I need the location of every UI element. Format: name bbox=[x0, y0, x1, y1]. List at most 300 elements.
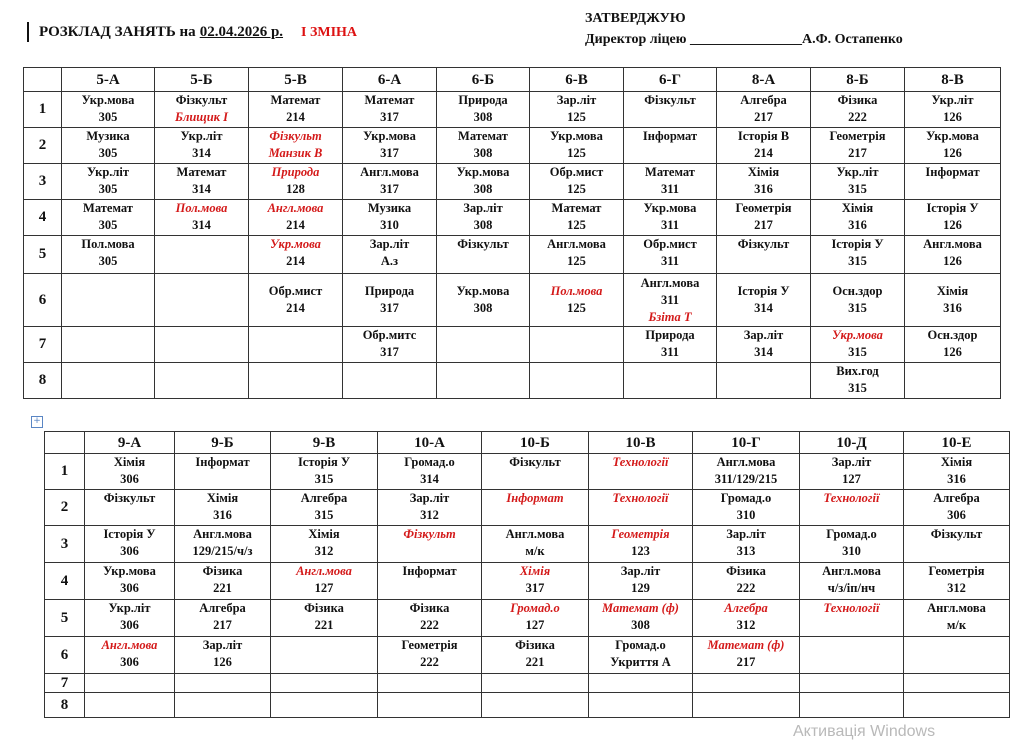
room-text: 310 bbox=[842, 544, 861, 558]
lesson-number: 4 bbox=[45, 563, 85, 600]
lesson-cell bbox=[85, 693, 175, 718]
class-header: 8-Б bbox=[811, 68, 905, 92]
subject-text: Обр.мист bbox=[549, 165, 604, 179]
subject-text: Зар.літ bbox=[409, 491, 450, 505]
lesson-row bbox=[45, 526, 1010, 563]
class-header: 6-Г bbox=[624, 68, 717, 92]
lesson-cell bbox=[693, 674, 800, 693]
subject-text: Хімія bbox=[308, 527, 340, 541]
subject-text: Природа bbox=[364, 284, 415, 298]
subject-text: Громад.о bbox=[510, 601, 560, 615]
subject-text: Хімія bbox=[747, 165, 780, 179]
room-text: 315 bbox=[314, 472, 334, 486]
lesson-cell bbox=[800, 693, 904, 718]
lesson-cell bbox=[811, 128, 905, 164]
lesson-cell bbox=[589, 454, 693, 490]
lesson-cell bbox=[717, 327, 811, 363]
lesson-cell bbox=[378, 637, 482, 674]
subject-text: Укр.літ bbox=[180, 129, 223, 143]
room-text: 314 bbox=[192, 218, 211, 232]
lesson-cell bbox=[800, 526, 904, 563]
lesson-number: 7 bbox=[45, 674, 85, 693]
room-text: 127 bbox=[314, 581, 334, 595]
lesson-cell bbox=[811, 200, 905, 236]
subject-text: Фізкульт bbox=[269, 129, 322, 143]
subject-text: Англ.мова bbox=[360, 165, 419, 179]
subject-text: Укр.мова bbox=[81, 93, 135, 107]
subject-text: Історія В bbox=[737, 129, 790, 143]
lesson-cell bbox=[343, 200, 437, 236]
room-text: 314 bbox=[192, 146, 211, 160]
subject-text: Інформат bbox=[506, 491, 564, 505]
subject-text: Природа bbox=[458, 93, 508, 107]
lesson-cell bbox=[378, 454, 482, 490]
room-text: 305 bbox=[98, 254, 118, 268]
lesson-cell bbox=[249, 363, 343, 399]
subject-text: Зар.літ bbox=[556, 93, 597, 107]
room-text: 217 bbox=[848, 146, 867, 160]
room-text: 126 bbox=[943, 345, 962, 359]
subject-text: Пол.мова bbox=[81, 237, 135, 251]
lesson-row bbox=[24, 128, 1001, 164]
subject-text: Англ.мова bbox=[505, 527, 565, 541]
class-header: 6-Б bbox=[437, 68, 530, 92]
subject-text: Хімія bbox=[113, 455, 146, 469]
lesson-row bbox=[24, 274, 1001, 327]
subject-text: Технології bbox=[612, 491, 669, 505]
class-header: 6-В bbox=[530, 68, 624, 92]
lesson-cell bbox=[85, 637, 175, 674]
room-text: 306 bbox=[120, 618, 139, 632]
lesson-cell bbox=[343, 164, 437, 200]
lesson-cell bbox=[271, 693, 378, 718]
lesson-cell bbox=[343, 327, 437, 363]
room-text: 315 bbox=[848, 381, 867, 395]
lesson-cell bbox=[717, 274, 811, 327]
class-header: 5-Б bbox=[155, 68, 249, 92]
lesson-cell bbox=[624, 128, 717, 164]
subject-text: Фізкульт bbox=[644, 93, 696, 107]
room-text: ч/з/іп/нч bbox=[827, 581, 876, 595]
lesson-cell bbox=[624, 363, 717, 399]
room-text: 312 bbox=[314, 544, 334, 558]
lesson-cell bbox=[155, 274, 249, 327]
lesson-cell bbox=[717, 200, 811, 236]
windows-activation-watermark: Активація Windows bbox=[793, 723, 936, 740]
subject-text: Математ (ф) bbox=[707, 638, 785, 652]
lesson-cell bbox=[482, 526, 589, 563]
subject-text: Обр.мист bbox=[643, 237, 697, 251]
subject-text: Громад.о bbox=[826, 527, 877, 541]
lesson-row bbox=[24, 200, 1001, 236]
subject-text: Укр.літ bbox=[86, 165, 130, 179]
lesson-cell bbox=[62, 128, 155, 164]
lesson-cell bbox=[800, 674, 904, 693]
lesson-cell bbox=[85, 563, 175, 600]
lesson-cell bbox=[530, 92, 624, 128]
lesson-cell bbox=[175, 674, 271, 693]
room-text: 306 bbox=[120, 655, 139, 669]
room-text: 221 bbox=[525, 655, 545, 669]
subject-text: Фізкульт bbox=[403, 527, 456, 541]
subject-text: Англ.мова bbox=[101, 638, 158, 652]
room-text: 127 bbox=[842, 472, 861, 486]
lesson-cell bbox=[905, 200, 1001, 236]
lesson-cell bbox=[155, 128, 249, 164]
subject-text: Вих.год bbox=[836, 364, 879, 378]
lesson-row bbox=[24, 92, 1001, 128]
lesson-number: 1 bbox=[24, 92, 62, 128]
room-text: 126 bbox=[213, 655, 232, 669]
subject-text: Математ bbox=[83, 201, 133, 215]
lesson-cell bbox=[271, 600, 378, 637]
room-text: 314 bbox=[192, 182, 211, 196]
lesson-cell bbox=[378, 563, 482, 600]
room-text: 129 bbox=[631, 581, 650, 595]
lesson-cell bbox=[155, 327, 249, 363]
room-text: 308 bbox=[473, 110, 493, 124]
subject-text: Фізкульт bbox=[930, 527, 983, 541]
subject-text: Хімія bbox=[936, 284, 969, 298]
subject-text: Зар.літ bbox=[743, 328, 784, 342]
lesson-row bbox=[45, 693, 1010, 718]
room-text: 123 bbox=[631, 544, 650, 558]
lesson-cell bbox=[249, 164, 343, 200]
lesson-cell bbox=[175, 526, 271, 563]
lesson-cell bbox=[271, 490, 378, 526]
subject-text: Англ.мова bbox=[267, 201, 324, 215]
lesson-number: 3 bbox=[45, 526, 85, 563]
room-text: 128 bbox=[286, 182, 305, 196]
subject-text: Алгебра bbox=[199, 601, 246, 615]
room-text: 305 bbox=[98, 146, 118, 160]
lesson-cell bbox=[905, 128, 1001, 164]
subject-text: Алгебра bbox=[300, 491, 348, 505]
lesson-cell bbox=[904, 693, 1010, 718]
subject-text: Технології bbox=[823, 601, 880, 615]
lesson-cell bbox=[800, 490, 904, 526]
subject-text: Технології bbox=[612, 455, 669, 469]
lesson-cell bbox=[343, 274, 437, 327]
room-text: 316 bbox=[213, 508, 232, 522]
lesson-cell bbox=[62, 363, 155, 399]
subject-text: Укр.мова bbox=[103, 564, 156, 578]
class-header: 8-В bbox=[905, 68, 1001, 92]
lesson-cell bbox=[811, 327, 905, 363]
lesson-cell bbox=[717, 236, 811, 274]
room-text: 317 bbox=[380, 110, 399, 124]
room-text: 214 bbox=[754, 146, 773, 160]
schedule-heading bbox=[27, 22, 357, 42]
class-header: 10-В bbox=[589, 432, 693, 454]
room-text: 317 bbox=[380, 146, 399, 160]
lesson-cell bbox=[249, 327, 343, 363]
lesson-number: 7 bbox=[24, 327, 62, 363]
subject-text: Математ bbox=[645, 165, 695, 179]
lesson-cell bbox=[589, 490, 693, 526]
room-text: 306 bbox=[120, 581, 139, 595]
subject-text: Фізкульт bbox=[457, 237, 509, 251]
lesson-cell bbox=[693, 693, 800, 718]
lesson-number: 6 bbox=[24, 274, 62, 327]
subject-text: Укр.мова bbox=[550, 129, 603, 143]
lesson-cell bbox=[904, 563, 1010, 600]
lesson-cell bbox=[482, 637, 589, 674]
room-text: 317 bbox=[380, 345, 399, 359]
lesson-number: 2 bbox=[24, 128, 62, 164]
lesson-number: 3 bbox=[24, 164, 62, 200]
room-text: 312 bbox=[420, 508, 439, 522]
class-header: 6-А bbox=[343, 68, 437, 92]
subject-text: Укр.мова bbox=[926, 129, 979, 143]
lesson-cell bbox=[530, 363, 624, 399]
room-text: 127 bbox=[525, 618, 545, 632]
lesson-cell bbox=[85, 674, 175, 693]
lesson-cell bbox=[904, 526, 1010, 563]
lesson-cell bbox=[437, 327, 530, 363]
lesson-cell bbox=[62, 200, 155, 236]
subject-text: Геометрія bbox=[611, 527, 670, 541]
subject-text: Математ (ф) bbox=[602, 601, 679, 615]
room-text: 315 bbox=[848, 301, 867, 315]
subject-text: Укр.мова bbox=[643, 201, 697, 215]
lesson-cell bbox=[624, 236, 717, 274]
subject-text: Громад.о bbox=[720, 491, 772, 505]
class-header: 10-Д bbox=[800, 432, 904, 454]
lesson-cell bbox=[175, 693, 271, 718]
room-text: Бзіта Т bbox=[648, 309, 692, 324]
class-header: 5-А bbox=[62, 68, 155, 92]
subject-text: Фізика bbox=[515, 638, 555, 652]
room-text: 314 bbox=[754, 345, 773, 359]
room-text: А.з bbox=[380, 254, 399, 268]
lesson-cell bbox=[693, 490, 800, 526]
lesson-cell bbox=[717, 92, 811, 128]
class-header: 8-А bbox=[717, 68, 811, 92]
room-text: 311 bbox=[660, 292, 680, 307]
lesson-cell bbox=[589, 526, 693, 563]
subject-text: Осн.здор bbox=[832, 284, 883, 298]
subject-text: Фізкульт bbox=[103, 491, 156, 505]
subject-text: Математ bbox=[458, 129, 508, 143]
lesson-cell bbox=[624, 164, 717, 200]
lesson-row bbox=[45, 674, 1010, 693]
room-text: 221 bbox=[213, 581, 232, 595]
subject-text: Укр.мова bbox=[832, 328, 883, 342]
lesson-cell bbox=[155, 164, 249, 200]
lesson-cell bbox=[800, 600, 904, 637]
room-text: 316 bbox=[943, 301, 962, 315]
subject-text: Історія У bbox=[926, 201, 979, 215]
subject-text: Укр.мова bbox=[456, 284, 510, 298]
subject-text: Алгебра bbox=[740, 93, 787, 107]
lesson-cell bbox=[800, 637, 904, 674]
room-text: 310 bbox=[736, 508, 756, 522]
lesson-cell bbox=[62, 274, 155, 327]
lesson-cell bbox=[271, 454, 378, 490]
lesson-cell bbox=[717, 128, 811, 164]
lesson-cell bbox=[175, 563, 271, 600]
move-handle-icon[interactable]: + bbox=[31, 416, 43, 428]
room-text: 306 bbox=[120, 472, 139, 486]
lesson-cell bbox=[811, 236, 905, 274]
subject-text: Геометрія bbox=[928, 564, 985, 578]
lesson-cell bbox=[530, 327, 624, 363]
lesson-cell bbox=[624, 200, 717, 236]
subject-text: Технології bbox=[823, 491, 880, 505]
subject-text: Фізкульт bbox=[175, 93, 228, 107]
lesson-cell bbox=[482, 600, 589, 637]
lesson-cell bbox=[904, 637, 1010, 674]
lesson-cell bbox=[482, 674, 589, 693]
room-text: 311 bbox=[660, 218, 680, 232]
lesson-row bbox=[45, 490, 1010, 526]
subject-text: Пол.мова bbox=[550, 284, 603, 298]
lesson-cell bbox=[343, 92, 437, 128]
subject-text: Інформат bbox=[642, 129, 698, 143]
lesson-cell bbox=[693, 454, 800, 490]
class-header: 5-В bbox=[249, 68, 343, 92]
subject-text: Укр.мова bbox=[270, 237, 321, 251]
subject-text: Математ bbox=[270, 93, 321, 107]
subject-text: Фізика bbox=[304, 601, 344, 615]
lesson-cell bbox=[905, 363, 1001, 399]
lesson-cell bbox=[904, 600, 1010, 637]
lesson-cell bbox=[589, 693, 693, 718]
room-text: 126 bbox=[943, 110, 962, 124]
lesson-cell bbox=[905, 164, 1001, 200]
lesson-cell bbox=[589, 674, 693, 693]
subject-text: Фізкульт bbox=[509, 455, 561, 469]
class-header: 10-Б bbox=[482, 432, 589, 454]
subject-text: Хімія bbox=[206, 491, 239, 505]
lesson-cell bbox=[85, 600, 175, 637]
lesson-cell bbox=[249, 128, 343, 164]
lesson-row bbox=[24, 363, 1001, 399]
subject-text: Зар.літ bbox=[620, 564, 661, 578]
subject-text: Зар.літ bbox=[369, 237, 410, 251]
room-text: 217 bbox=[736, 655, 756, 669]
subject-text: Укр.мова bbox=[363, 129, 416, 143]
subject-text: Історія У bbox=[103, 527, 156, 541]
room-text: 310 bbox=[380, 218, 399, 232]
subject-text: Пол.мова bbox=[175, 201, 228, 215]
lesson-row bbox=[24, 164, 1001, 200]
subject-text: Музика bbox=[86, 129, 130, 143]
room-text: Манзик В bbox=[268, 146, 323, 160]
schedule-table-1 bbox=[23, 67, 1001, 399]
lesson-cell bbox=[811, 164, 905, 200]
room-text: 316 bbox=[848, 218, 867, 232]
lesson-cell bbox=[271, 637, 378, 674]
lesson-row bbox=[45, 454, 1010, 490]
lesson-cell bbox=[905, 327, 1001, 363]
lesson-cell bbox=[175, 600, 271, 637]
room-text: 305 bbox=[98, 182, 118, 196]
lesson-cell bbox=[343, 128, 437, 164]
subject-text: Алгебра bbox=[724, 601, 768, 615]
lesson-cell bbox=[905, 236, 1001, 274]
room-text: 315 bbox=[848, 254, 867, 268]
subject-text: Геометрія bbox=[735, 201, 792, 215]
lesson-cell bbox=[717, 164, 811, 200]
room-text: 222 bbox=[736, 581, 756, 595]
room-text: 315 bbox=[848, 345, 867, 359]
room-text: 126 bbox=[943, 146, 962, 160]
lesson-row bbox=[45, 563, 1010, 600]
subject-text: Інформат bbox=[195, 455, 250, 469]
lesson-cell bbox=[62, 327, 155, 363]
lesson-cell bbox=[249, 92, 343, 128]
lesson-number: 2 bbox=[45, 490, 85, 526]
schedule-title: РОЗКЛАД ЗАНЯТЬ на bbox=[39, 24, 196, 40]
room-text: м/к bbox=[946, 618, 967, 632]
lesson-cell bbox=[175, 454, 271, 490]
class-header: 9-Б bbox=[175, 432, 271, 454]
subject-text: Англ.мова bbox=[547, 237, 606, 251]
room-text: 317 bbox=[525, 581, 545, 595]
lesson-cell bbox=[693, 600, 800, 637]
lesson-row bbox=[45, 637, 1010, 674]
lesson-cell bbox=[482, 490, 589, 526]
lesson-cell bbox=[800, 563, 904, 600]
lesson-cell bbox=[62, 236, 155, 274]
room-text: 314 bbox=[420, 472, 439, 486]
lesson-cell bbox=[271, 674, 378, 693]
approval-title: ЗАТВЕРДЖУЮ bbox=[585, 11, 686, 26]
room-text: 125 bbox=[567, 110, 586, 124]
lesson-cell bbox=[624, 327, 717, 363]
lesson-cell bbox=[271, 563, 378, 600]
lesson-cell bbox=[624, 274, 717, 327]
room-text: 316 bbox=[754, 182, 773, 196]
subject-text: Історія У bbox=[737, 284, 790, 298]
lesson-cell bbox=[437, 92, 530, 128]
lesson-cell bbox=[85, 454, 175, 490]
lesson-row bbox=[45, 600, 1010, 637]
lesson-cell bbox=[85, 490, 175, 526]
subject-text: Англ.мова bbox=[716, 455, 776, 469]
room-text: 222 bbox=[420, 618, 439, 632]
lesson-cell bbox=[175, 490, 271, 526]
room-text: 317 bbox=[380, 301, 399, 315]
lesson-cell bbox=[811, 274, 905, 327]
lesson-cell bbox=[249, 236, 343, 274]
lesson-cell bbox=[693, 526, 800, 563]
room-text: 217 bbox=[754, 110, 773, 124]
lesson-cell bbox=[904, 490, 1010, 526]
lesson-row bbox=[24, 236, 1001, 274]
room-text: 308 bbox=[473, 146, 493, 160]
room-text: 314 bbox=[754, 301, 773, 315]
lesson-cell bbox=[155, 363, 249, 399]
room-text: 306 bbox=[120, 544, 139, 558]
subject-text: Громад.о bbox=[404, 455, 455, 469]
lesson-cell bbox=[343, 236, 437, 274]
subject-text: Укр.літ bbox=[931, 93, 974, 107]
lesson-cell bbox=[905, 274, 1001, 327]
lesson-cell bbox=[249, 274, 343, 327]
room-text: 315 bbox=[314, 508, 334, 522]
subject-text: Зар.літ bbox=[202, 638, 243, 652]
lesson-number: 5 bbox=[45, 600, 85, 637]
schedule-table-2 bbox=[44, 431, 1010, 718]
subject-text: Укр.літ bbox=[836, 165, 879, 179]
lesson-cell bbox=[800, 454, 904, 490]
room-text: 312 bbox=[736, 618, 756, 632]
lesson-cell bbox=[437, 128, 530, 164]
lesson-cell bbox=[530, 200, 624, 236]
